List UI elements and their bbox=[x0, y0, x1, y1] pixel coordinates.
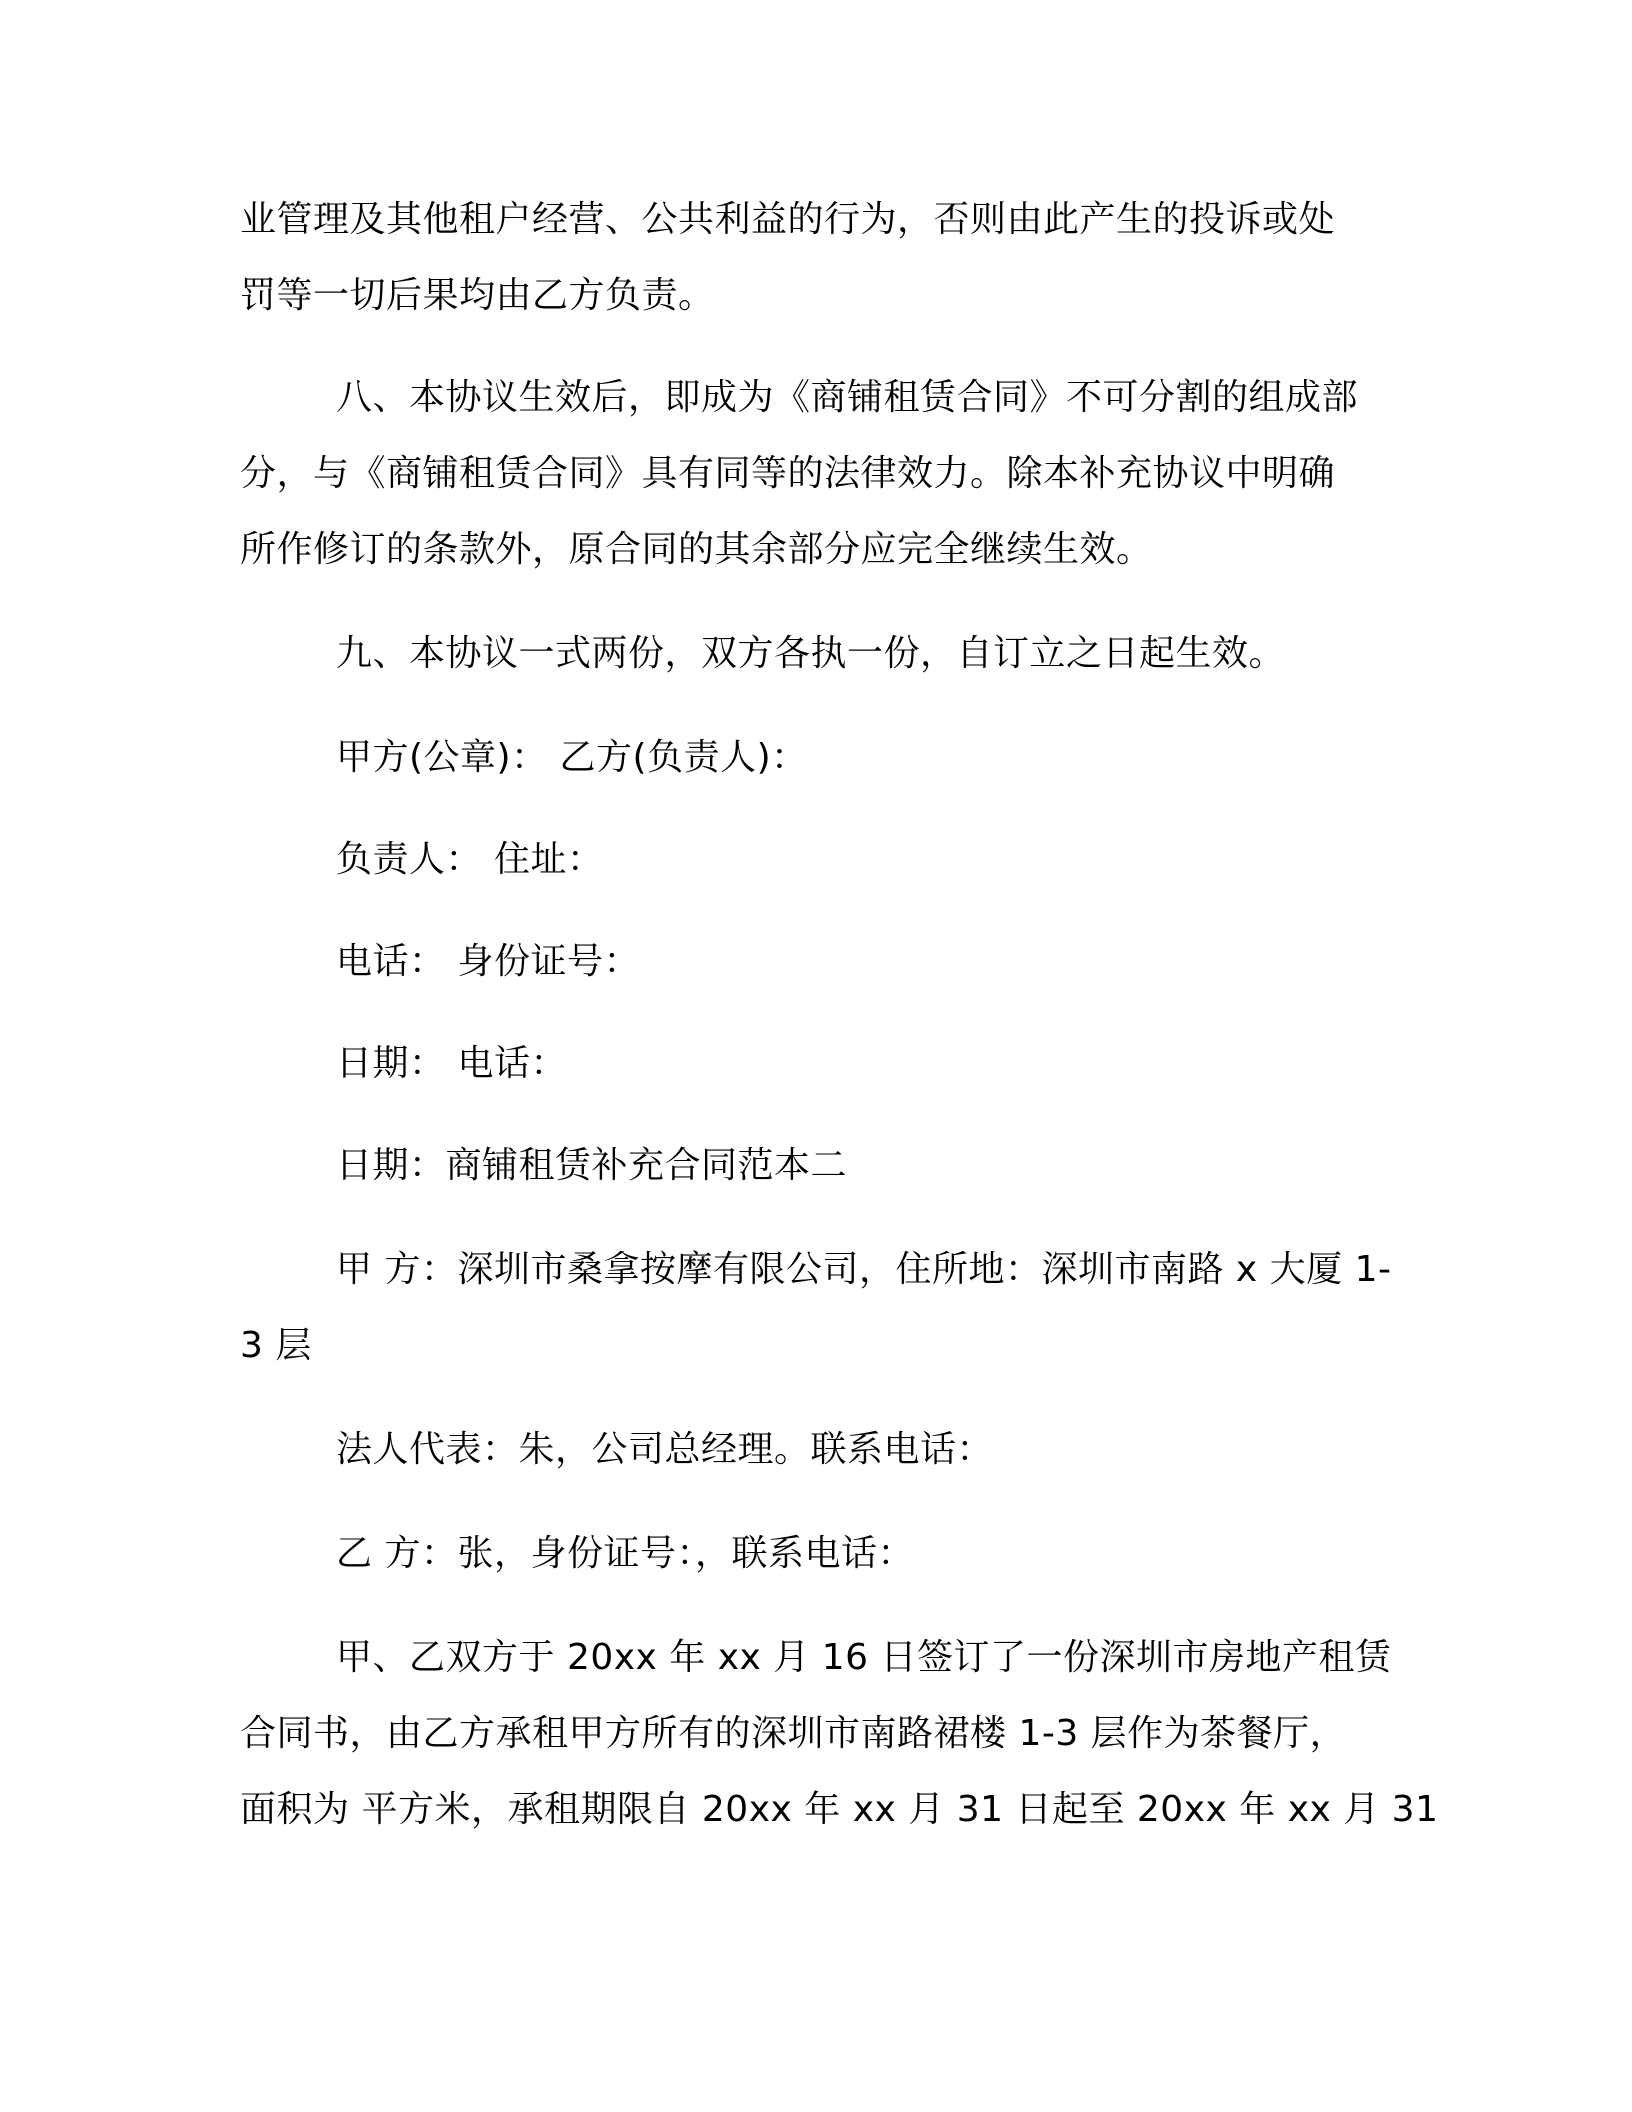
agreement-line-2: 合同书，由乙方承租甲方所有的深圳市南路裙楼 1-3 层作为茶餐厅， bbox=[240, 1713, 1347, 1754]
text-line-1: 业管理及其他租户经营、公共利益的行为，否则由此产生的投诉或处 bbox=[240, 199, 1336, 240]
signature-date-line: 日期： 电话： bbox=[336, 1043, 567, 1084]
party-a-line-1: 甲 方：深圳市桑拿按摩有限公司，住所地：深圳市南路 x 大厦 1- bbox=[336, 1249, 1392, 1290]
sample-two-title-line: 日期：商铺租赁补充合同范本二 bbox=[336, 1145, 848, 1186]
clause-8-line-1: 八、本协议生效后，即成为《商铺租赁合同》不可分割的组成部 bbox=[336, 377, 1359, 418]
party-b-line: 乙 方：张，身份证号：，联系电话： bbox=[336, 1533, 914, 1574]
agreement-line-1: 甲、乙双方于 20xx 年 xx 月 16 日签订了一份深圳市房地产租赁 bbox=[336, 1637, 1392, 1678]
agreement-line-3: 面积为 平方米，承租期限自 20xx 年 xx 月 31 日起至 20xx 年 xx 月 31 bbox=[240, 1789, 1439, 1830]
clause-9-line: 九、本协议一式两份，双方各执一份，自订立之日起生效。 bbox=[336, 633, 1286, 674]
signature-responsible-line: 负责人： 住址： bbox=[336, 839, 604, 880]
party-a-line-2: 3 层 bbox=[240, 1325, 312, 1366]
text-line-2: 罚等一切后果均由乙方负责。 bbox=[240, 275, 715, 316]
signature-party-line: 甲方(公章)： 乙方(负责人)： bbox=[336, 737, 808, 778]
clause-8-line-2: 分，与《商铺租赁合同》具有同等的法律效力。除本补充协议中明确 bbox=[240, 453, 1336, 494]
legal-rep-line: 法人代表：朱，公司总经理。联系电话： bbox=[336, 1429, 994, 1470]
clause-8-line-3: 所作修订的条款外，原合同的其余部分应完全继续生效。 bbox=[240, 529, 1153, 570]
signature-phone-line: 电话： 身份证号： bbox=[336, 941, 640, 982]
